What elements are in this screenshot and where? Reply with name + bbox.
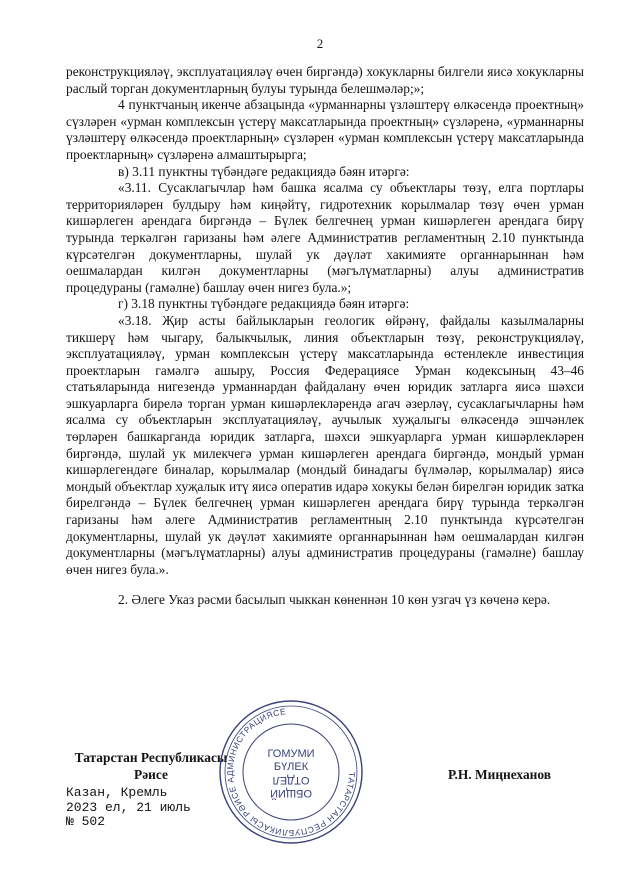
paragraph-continuation: реконструкцияләү, эксплуатацияләү өчен биргәндә) хокукларны билгели яисә хокукларны раслый торган документларның булуы турында белешмәләр;»; <box>66 64 584 96</box>
decree-body <box>66 64 584 609</box>
paragraph-item-v: в) 3.11 пунктны түбәндәге редакциядә бәян итәргә: <box>118 163 410 179</box>
place-city: Казан, Кремль <box>66 785 168 800</box>
place-date-block <box>66 786 191 830</box>
paragraph-item-g: г) 3.18 пунктны түбәндәге редакциядә бәян итәргә: <box>118 296 410 312</box>
paragraph-section-3-18: «3.18. Җир асты байлыкларын геологик өйрәнү, файдалы казылмаларны тикшерү һәм чыгару, балыкчылык, линия объектларын төзү, реконструкцияләү, эксплуатацияләү, урман комплексын үстерү максатларында өстенлекле инвестиция проектларын гамәлгә ашыру, Россия Федерациясе Урман кодексының 43–46 статьяларында нигезендә урманнардан файдалану өчен юридик затларга яисә шәхси эшкуарларга бирелә торган урман кишәрлекләрендә агач әзерләү, сусаклагычларны һәм ясалма су объектларын эксплуатацияләү, аучылык хуҗалыгы өлкәсендә эшчәнлек төрләрен башкарганда юридик затларга, шәхси эшкуарларга урман кишәрлекләрен биргәндә, шулай ук милекчегә урман кишәрлеген арендага биргәндә, мондый урман кишәрлегендәге биналар, корылмалар (мондый бинадагы бүлмәләр, корылмалар) яисә мондый объектлар хуҗалык итү яисә оператив идарә хокукы белән бирелгән юридик затка бирелгәндә – Бүлек белгечнең урман кишәрлеген арендага бирү турында теркәлгән гаризаны һәм әлеге Административ регламентның 2.10 пунктында күрсәтелгән документларны, шулай ук дәүләт хакимияте органнарыннан һәм оешмалардан килгән документларны (мәгълүматларны) алуы административ процедураны (гамәлне) башлау өчен нигез була.». <box>66 312 584 577</box>
page-number: 2 <box>316 36 324 51</box>
seal-ring-text: ТАТАРСТАН РЕСПУБЛИКАСЫ РӘИСЕ АДМИНИСТРАЦИЯСЕ <box>224 706 358 839</box>
paragraph-subpoint-4: 4 пунктчаның икенче абзацында «урманнарны үзләштерү өлкәсендә проектның» сүзләрен «урман комплексын үстерү максатларында проектның» сүзләренә, «урманнарны үзләштерү өлкәсендә проектларның» сүзләрен «урман комплексын үстерү максатларында проектларның» сүзләренә алмаштырырга; <box>66 97 584 162</box>
signer-title-line1: Татарстан Республикасы <box>74 750 228 765</box>
paragraph-point-2: 2. Әлеге Указ рәсми басылып чыккан көненнән 10 көн узгач үз көченә керә. <box>118 592 551 608</box>
paragraph-section-3-11: «3.11. Сусаклагычлар һәм башка ясалма су объектлары төзү, елга портлары территорияләрен булдыру һәм киңәйтү, гидротехник корылмалар төзү өчен урман кишәрлеген арендага биргәндә – Бүлек белгечнең урман кишәрлеген арендага бирү турында теркәлгән гаризаны һәм әлеге Административ регламентның 2.10 пунктында күрсәтелгән документларны, шулай ук дәүләт хакимияте органнарыннан һәм оешмалардан килгән документларны (мәгълүматларны) алуы административ процедураны (гамәлне) башлау өчен нигез була.»; <box>66 180 584 295</box>
decree-date: 2023 ел, 21 июль <box>66 799 191 815</box>
seal-line-2: БҮЛЕК <box>273 761 309 773</box>
signer-title <box>66 749 236 783</box>
seal-line-4: ОБЩИЙ <box>270 787 312 799</box>
decree-number: № 502 <box>66 814 106 829</box>
signer-title-line2: Рәисе <box>134 767 168 782</box>
signature-name: Р.Н. Миңнеханов <box>448 767 551 782</box>
official-seal <box>216 697 366 847</box>
seal-line-3: ОТДЕЛ <box>272 774 310 786</box>
seal-line-1: ГОМУМИ <box>267 748 315 760</box>
